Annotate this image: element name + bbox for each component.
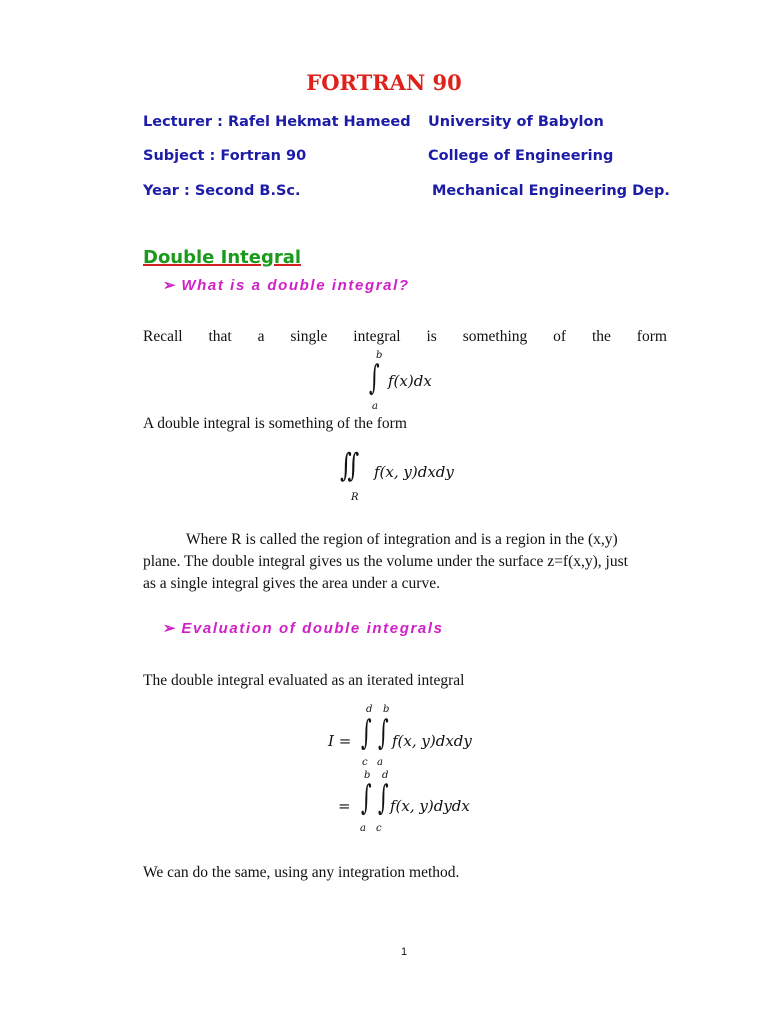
integral-sign: ∫ — [369, 358, 380, 398]
word: Recall — [143, 328, 183, 345]
college: College of Engineering — [428, 148, 614, 164]
inner-upper: d — [382, 770, 389, 781]
department: Mechanical Engineering Dep. — [432, 183, 670, 199]
integrand: f(x, y)dxdy — [392, 732, 472, 750]
word: of — [553, 328, 567, 345]
outer-lower: c — [362, 757, 368, 768]
integral-sign: ∫ — [361, 713, 372, 753]
double-intro: A double integral is something of the form — [143, 415, 407, 432]
outer-upper: d — [366, 704, 373, 715]
word: that — [208, 328, 232, 345]
closing-sentence: We can do the same, using any integration method. — [143, 864, 460, 881]
inner-upper: b — [383, 704, 390, 715]
integral-sign: ∫ — [361, 778, 372, 818]
word: integral — [353, 328, 401, 345]
document-title: FORTRAN 90 — [306, 70, 462, 95]
outer-lower: a — [360, 823, 366, 834]
lhs: = — [338, 797, 351, 815]
university: University of Babylon — [428, 114, 604, 130]
inner-lower: c — [376, 823, 382, 834]
subject: Subject : Fortran 90 — [143, 148, 307, 164]
subheading-evaluation — [163, 619, 444, 637]
page-number: 1 — [401, 946, 408, 958]
iterated-intro: The double integral evaluated as an iterated integral — [143, 672, 465, 689]
paragraph-line: Where R is called the region of integration and is a region in the (x,y) — [186, 531, 618, 548]
word: something — [462, 328, 528, 345]
integrand: f(x, y)dxdy — [374, 463, 454, 481]
lhs: I = — [328, 732, 352, 750]
paragraph-line: as a single integral gives the area under a curve. — [143, 575, 440, 592]
integral-sign: ∫ — [378, 778, 389, 818]
paragraph-line: plane. The double integral gives us the volume under the surface z=f(x,y), just — [143, 553, 628, 570]
word: a — [257, 328, 265, 345]
integrand: f(x)dx — [388, 372, 432, 390]
year: Year : Second B.Sc. — [143, 183, 301, 199]
subheading-what-is — [163, 276, 410, 294]
outer-upper: b — [364, 770, 371, 781]
double-integral-sign: ∬ — [340, 446, 360, 484]
region-label: R — [351, 492, 359, 503]
arrow-bullet-icon: ➢ — [163, 277, 176, 294]
word: the — [591, 328, 611, 345]
recall-line — [143, 328, 667, 346]
word: single — [290, 328, 328, 345]
lower-limit: a — [372, 401, 378, 412]
word: form — [636, 328, 667, 345]
upper-limit: b — [376, 350, 383, 361]
lecturer: Lecturer : Rafel Hekmat Hameed — [143, 114, 411, 130]
section-heading: Double Integral — [143, 247, 302, 268]
integral-sign: ∫ — [378, 713, 389, 753]
subheading-text: What is a double integral? — [181, 277, 410, 294]
integrand: f(x, y)dydx — [390, 797, 470, 815]
word: is — [426, 328, 437, 345]
inner-lower: a — [377, 757, 383, 768]
arrow-bullet-icon: ➢ — [163, 620, 176, 637]
subheading-text: Evaluation of double integrals — [181, 620, 444, 637]
